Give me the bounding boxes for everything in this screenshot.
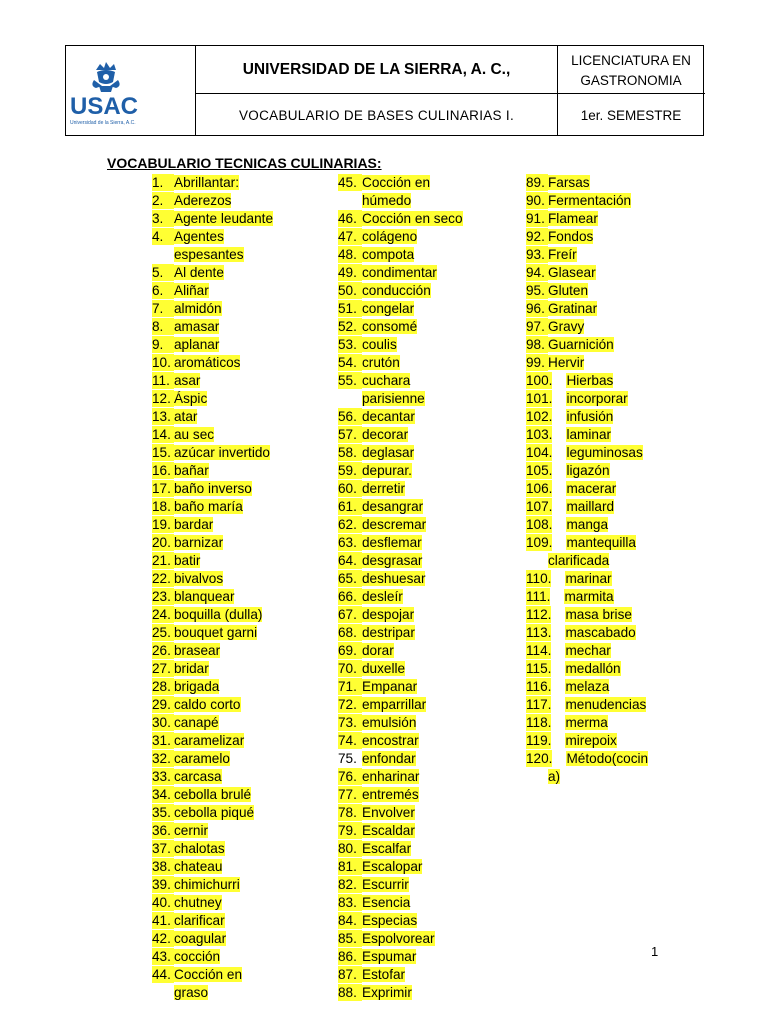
list-item: 33. carcasa bbox=[152, 769, 222, 784]
list-item: 91. Flamear bbox=[526, 211, 598, 226]
program-name: LICENCIATURA EN GASTRONOMIA bbox=[571, 53, 691, 88]
list-item: 105. ligazón bbox=[526, 463, 610, 478]
list-item: 30. canapé bbox=[152, 715, 219, 730]
list-item: 62. descremar bbox=[338, 517, 427, 532]
list-item: 95. Gluten bbox=[526, 283, 589, 298]
list-item: 10. aromáticos bbox=[152, 355, 241, 370]
list-item: 22. bivalvos bbox=[152, 571, 224, 586]
list-item: 98. Guarnición bbox=[526, 337, 614, 352]
list-item: 78. Envolver bbox=[338, 805, 415, 820]
list-item: 54. crutón bbox=[338, 355, 400, 370]
list-item: 3. Agente leudante bbox=[152, 211, 274, 226]
list-item: 18. baño maría bbox=[152, 499, 243, 514]
list-item: 77. entremés bbox=[338, 787, 419, 802]
list-item: 44. Cocción en bbox=[152, 967, 243, 982]
list-item: 74. encostrar bbox=[338, 733, 419, 748]
list-item: 67. despojar bbox=[338, 607, 415, 622]
list-item: 82. Escurrir bbox=[338, 877, 409, 892]
list-item: 39. chimichurri bbox=[152, 877, 240, 892]
list-item: 11. asar bbox=[152, 373, 201, 388]
semester-label: 1er. SEMESTRE bbox=[580, 107, 682, 123]
list-item: 28. brigada bbox=[152, 679, 220, 694]
list-item: 94. Glasear bbox=[526, 265, 596, 280]
list-item: 110. marinar bbox=[526, 571, 612, 586]
list-item: 88. Exprimir bbox=[338, 985, 412, 1000]
list-item: 96. Gratinar bbox=[526, 301, 598, 316]
university-name: UNIVERSIDAD DE LA SIERRA, A. C., bbox=[242, 60, 511, 78]
list-item: 113. mascabado bbox=[526, 625, 636, 640]
list-item: 103. laminar bbox=[526, 427, 612, 442]
list-item: 16. bañar bbox=[152, 463, 209, 478]
list-item: 65. deshuesar bbox=[338, 571, 426, 586]
list-item: 117. menudencias bbox=[526, 697, 647, 712]
list-item: 76. enharinar bbox=[338, 769, 420, 784]
list-item: 109. mantequilla bbox=[526, 535, 636, 550]
list-item: 35. cebolla piqué bbox=[152, 805, 255, 820]
list-item: 23. blanquear bbox=[152, 589, 235, 604]
list-item: 43. cocción bbox=[152, 949, 221, 964]
list-item: 55. cuchara bbox=[338, 373, 411, 388]
list-item: 84. Especias bbox=[338, 913, 418, 928]
list-item: 1. Abrillantar: bbox=[152, 175, 239, 190]
list-item: 108. manga bbox=[526, 517, 609, 532]
list-item: 73. emulsión bbox=[338, 715, 417, 730]
list-item: 36. cernir bbox=[152, 823, 208, 838]
list-item: 111. marmita bbox=[526, 589, 614, 604]
list-item: 99. Hervir bbox=[526, 355, 585, 370]
list-item: 70. duxelle bbox=[338, 661, 406, 676]
list-item: 48. compota bbox=[338, 247, 415, 262]
list-item: 106. macerar bbox=[526, 481, 617, 496]
list-item: 112. masa brise bbox=[526, 607, 632, 622]
list-item: 86. Espumar bbox=[338, 949, 417, 964]
list-item: 42. coagular bbox=[152, 931, 227, 946]
list-item: clarificada bbox=[548, 553, 610, 568]
list-item: 57. decorar bbox=[338, 427, 409, 442]
list-item: 102. infusión bbox=[526, 409, 614, 424]
list-item: 97. Gravy bbox=[526, 319, 585, 334]
list-item: a) bbox=[548, 769, 561, 784]
list-item: 26. brasear bbox=[152, 643, 221, 658]
list-item: 66. desleír bbox=[338, 589, 403, 604]
list-item: 21. batir bbox=[152, 553, 201, 568]
list-item: 41. clarificar bbox=[152, 913, 225, 928]
list-item: 5. Al dente bbox=[152, 265, 224, 280]
list-item: 101. incorporar bbox=[526, 391, 628, 406]
list-item: 2. Aderezos bbox=[152, 193, 232, 208]
list-item: 119. mirepoix bbox=[526, 733, 617, 748]
list-item: 56. decantar bbox=[338, 409, 415, 424]
list-item: 7. almidón bbox=[152, 301, 222, 316]
list-item: 75. enfondar bbox=[338, 751, 416, 766]
list-item: 64. desgrasar bbox=[338, 553, 423, 568]
list-item: 37. chalotas bbox=[152, 841, 225, 856]
university-logo bbox=[66, 46, 195, 135]
list-item: 46. Cocción en seco bbox=[338, 211, 463, 226]
list-item: 13. atar bbox=[152, 409, 198, 424]
list-item: 17. baño inverso bbox=[152, 481, 252, 496]
list-item: 34. cebolla brulé bbox=[152, 787, 252, 802]
list-item: 107. maillard bbox=[526, 499, 615, 514]
list-item: 14. au sec bbox=[152, 427, 215, 442]
list-item: 9. aplanar bbox=[152, 337, 220, 352]
list-item: 4. Agentes bbox=[152, 229, 224, 244]
page-title: VOCABULARIO TECNICAS CULINARIAS: bbox=[107, 155, 382, 171]
list-item: 61. desangrar bbox=[338, 499, 424, 514]
list-item: 69. dorar bbox=[338, 643, 394, 658]
list-item: 71. Empanar bbox=[338, 679, 418, 694]
list-item: 115. medallón bbox=[526, 661, 621, 676]
list-item: 40. chutney bbox=[152, 895, 222, 910]
list-item: 19. bardar bbox=[152, 517, 214, 532]
list-item: 51. congelar bbox=[338, 301, 415, 316]
list-item: 100. Hierbas bbox=[526, 373, 614, 388]
list-item: 6. Aliñar bbox=[152, 283, 209, 298]
page-number: 1 bbox=[651, 944, 659, 959]
list-item: 79. Escaldar bbox=[338, 823, 415, 838]
list-item: 68. destripar bbox=[338, 625, 415, 640]
list-item: 27. bridar bbox=[152, 661, 209, 676]
list-item: 38. chateau bbox=[152, 859, 223, 874]
list-item: 50. conducción bbox=[338, 283, 431, 298]
list-item: espesantes bbox=[174, 247, 244, 262]
list-item: 49. condimentar bbox=[338, 265, 437, 280]
list-item: 45. Cocción en bbox=[338, 175, 431, 190]
list-item: 53. coulis bbox=[338, 337, 397, 352]
list-item: 116. melaza bbox=[526, 679, 610, 694]
list-item: 15. azúcar invertido bbox=[152, 445, 270, 460]
list-item: 92. Fondos bbox=[526, 229, 594, 244]
list-item: 52. consomé bbox=[338, 319, 418, 334]
list-item: 93. Freír bbox=[526, 247, 577, 262]
list-item: 59. depurar. bbox=[338, 463, 412, 478]
list-item: 58. deglasar bbox=[338, 445, 415, 460]
list-item: 32. caramelo bbox=[152, 751, 230, 766]
list-item: 8. amasar bbox=[152, 319, 220, 334]
list-item: 60. derretir bbox=[338, 481, 406, 496]
list-item: 89. Farsas bbox=[526, 175, 590, 190]
list-item: 63. desflemar bbox=[338, 535, 422, 550]
list-item: parisienne bbox=[362, 391, 425, 406]
list-item: 24. boquilla (dulla) bbox=[152, 607, 263, 622]
list-item: 104. leguminosas bbox=[526, 445, 643, 460]
list-item: 120. Método(cocin bbox=[526, 751, 649, 766]
list-item: 20. barnizar bbox=[152, 535, 224, 550]
list-item: 87. Estofar bbox=[338, 967, 406, 982]
list-item: 90. Fermentación bbox=[526, 193, 632, 208]
list-item: 47. colágeno bbox=[338, 229, 418, 244]
svg-text:Universidad de la Sierra, A.C.: Universidad de la Sierra, A.C. bbox=[70, 120, 136, 126]
list-item: 80. Escalfar bbox=[338, 841, 412, 856]
list-item: 72. emparrillar bbox=[338, 697, 427, 712]
list-item: 118. merma bbox=[526, 715, 608, 730]
svg-text:USAC: USAC bbox=[70, 93, 139, 120]
list-item: 83. Esencia bbox=[338, 895, 411, 910]
header-table bbox=[65, 45, 704, 136]
list-item: 85. Espolvorear bbox=[338, 931, 435, 946]
list-item: 12. Áspic bbox=[152, 391, 208, 406]
list-item: húmedo bbox=[362, 193, 412, 208]
list-item: 25. bouquet garni bbox=[152, 625, 258, 640]
list-item: 29. caldo corto bbox=[152, 697, 241, 712]
list-item: 31. caramelizar bbox=[152, 733, 245, 748]
subject-title: VOCABULARIO DE BASES CULINARIAS I. bbox=[238, 107, 515, 123]
list-item: 114. mechar bbox=[526, 643, 611, 658]
list-item: 81. Escalopar bbox=[338, 859, 423, 874]
list-item: graso bbox=[174, 985, 209, 1000]
